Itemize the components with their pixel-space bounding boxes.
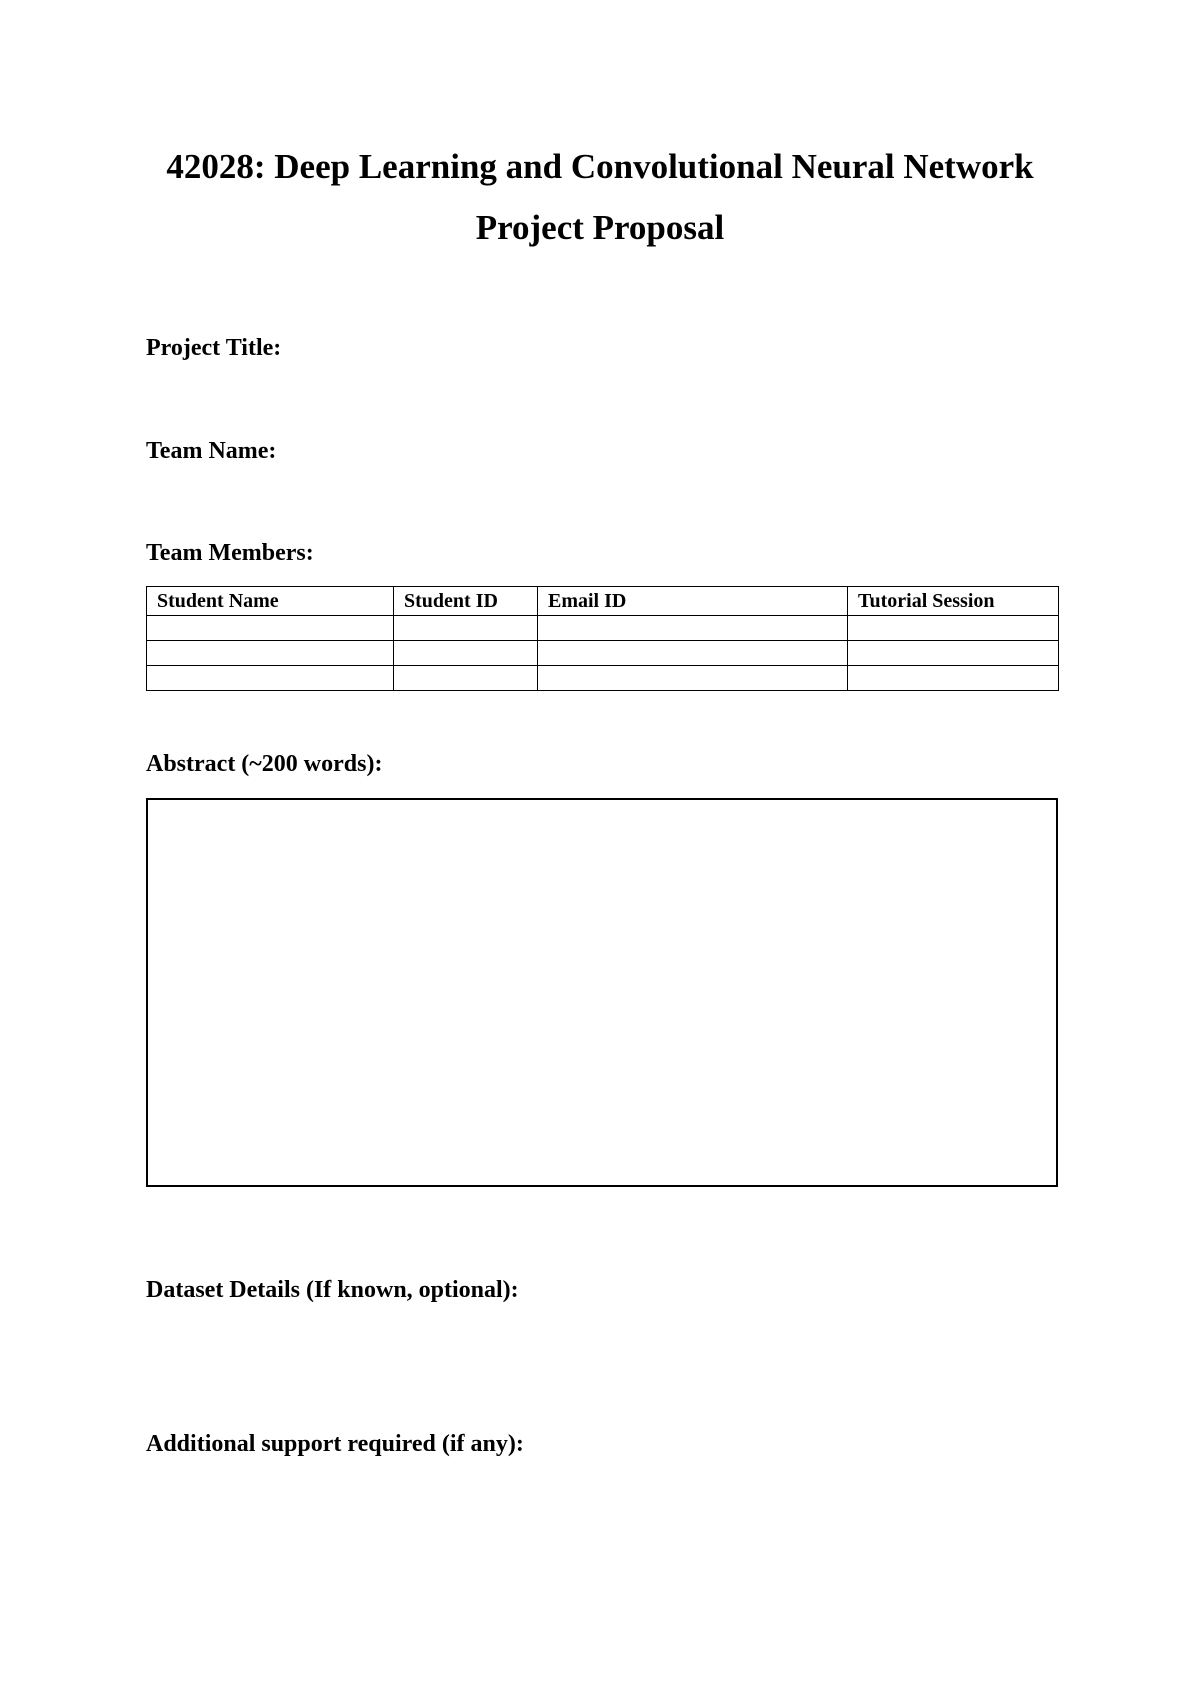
project-title-label: Project Title:: [146, 335, 282, 361]
table-cell-student-name[interactable]: [147, 666, 394, 691]
table-cell-tutorial-session[interactable]: [848, 616, 1059, 641]
column-header-student-name: Student Name: [147, 587, 394, 616]
table-cell-student-id[interactable]: [394, 641, 538, 666]
table-cell-student-id[interactable]: [394, 666, 538, 691]
column-header-student-id: Student ID: [394, 587, 538, 616]
table-cell-tutorial-session[interactable]: [848, 641, 1059, 666]
table-cell-email-id[interactable]: [538, 616, 848, 641]
document-title: 42028: Deep Learning and Convolutional Neural Network: [166, 147, 1034, 186]
team-members-label: Team Members:: [146, 540, 314, 566]
table-cell-student-name[interactable]: [147, 616, 394, 641]
table-cell-student-name[interactable]: [147, 641, 394, 666]
table-cell-tutorial-session[interactable]: [848, 666, 1059, 691]
table-cell-email-id[interactable]: [538, 666, 848, 691]
table-cell-student-id[interactable]: [394, 616, 538, 641]
table-row: [147, 616, 1059, 641]
abstract-text-box[interactable]: [146, 798, 1058, 1187]
column-header-email-id: Email ID: [538, 587, 848, 616]
team-members-table: [146, 586, 1059, 691]
dataset-details-label: Dataset Details (If known, optional):: [146, 1277, 519, 1303]
table-row: [147, 641, 1059, 666]
document-subtitle: Project Proposal: [475, 208, 725, 247]
table-row: [147, 666, 1059, 691]
table-cell-email-id[interactable]: [538, 641, 848, 666]
column-header-tutorial-session: Tutorial Session: [848, 587, 1059, 616]
abstract-label: Abstract (~200 words):: [146, 751, 383, 777]
additional-support-label: Additional support required (if any):: [146, 1431, 524, 1457]
table-header-row: [147, 587, 1059, 616]
team-name-label: Team Name:: [146, 438, 277, 464]
